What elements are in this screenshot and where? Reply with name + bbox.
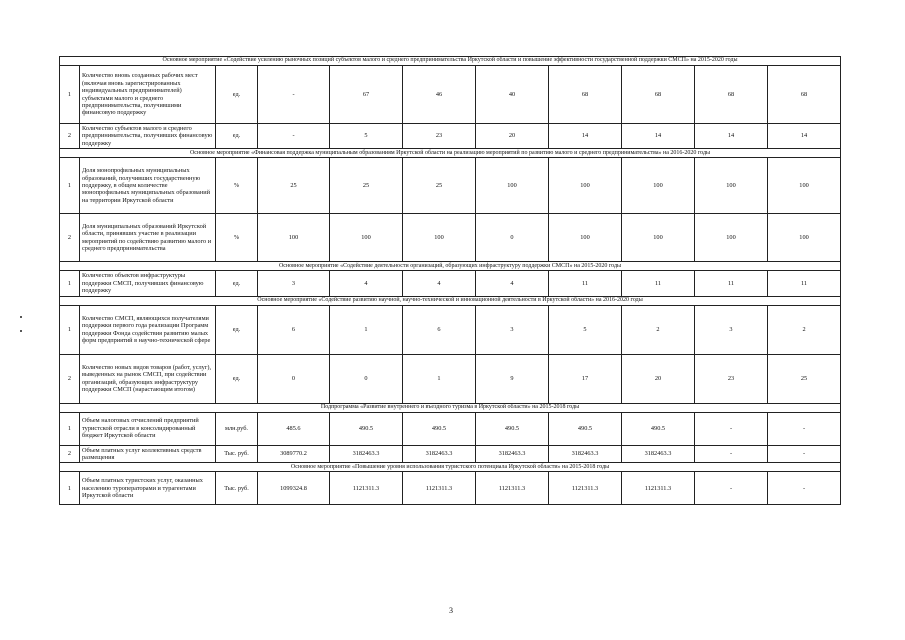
value-cell: 100 [622,158,695,214]
value-cell: 1099324.8 [258,472,330,505]
indicator-name: Количество СМСП, являющихся получателями поддержки первого года реализации Программ поддержки Фонда содействия развитию малых форм предприятий в научно-технической сфере [80,305,216,354]
table-row [60,412,841,445]
table-row [60,445,841,463]
row-number: 2 [60,124,80,149]
value-cell: 25 [330,158,403,214]
value-cell: 1121311.3 [403,472,476,505]
section-title: Подпрограмма «Развитие внутреннего и въездного туризма в Иркутской области» на 2015-2018 годы [60,403,841,412]
value-cell: - [768,472,841,505]
section-header-row [60,262,841,271]
value-cell: 0 [258,354,330,403]
value-cell: 100 [622,214,695,262]
value-cell: 100 [695,158,768,214]
table-row [60,354,841,403]
row-number: 1 [60,472,80,505]
unit-cell: Тыс. руб. [216,472,258,505]
value-cell: 14 [549,124,622,149]
indicator-name: Количество вновь созданных рабочих мест (включая вновь зарегистрированных индивидуальных предпринимателей) субъектами малого и среднего предпринимательства, получившими финансовую поддержку [80,66,216,124]
value-cell: 100 [330,214,403,262]
value-cell: 3 [476,305,549,354]
value-cell: 3182463.3 [403,445,476,463]
value-cell: 1 [330,305,403,354]
value-cell: 67 [330,66,403,124]
value-cell: 68 [695,66,768,124]
value-cell: 46 [403,66,476,124]
unit-cell: ед. [216,271,258,296]
table-row [60,66,841,124]
value-cell: - [258,124,330,149]
value-cell: 23 [695,354,768,403]
value-cell: 4 [330,271,403,296]
table-row [60,158,841,214]
value-cell: 100 [403,214,476,262]
value-cell: 14 [768,124,841,149]
unit-cell: % [216,158,258,214]
unit-cell: ед. [216,305,258,354]
value-cell: 0 [476,214,549,262]
row-number: 1 [60,412,80,445]
value-cell: 14 [622,124,695,149]
value-cell: 11 [622,271,695,296]
value-cell: 17 [549,354,622,403]
value-cell: 490.5 [403,412,476,445]
value-cell: 100 [768,158,841,214]
value-cell: 11 [695,271,768,296]
value-cell: 23 [403,124,476,149]
value-cell: 1121311.3 [549,472,622,505]
table-row [60,214,841,262]
value-cell: 4 [403,271,476,296]
value-cell: 20 [622,354,695,403]
section-header-row [60,57,841,66]
value-cell: 68 [768,66,841,124]
table-row [60,305,841,354]
value-cell: 0 [330,354,403,403]
section-header-row [60,296,841,305]
indicators-table [59,56,841,505]
value-cell: - [768,412,841,445]
table-row [60,124,841,149]
unit-cell: ед. [216,66,258,124]
value-cell: 485.6 [258,412,330,445]
value-cell: 6 [403,305,476,354]
section-header-row [60,403,841,412]
value-cell: 2 [622,305,695,354]
value-cell: 5 [330,124,403,149]
value-cell: 3182463.3 [549,445,622,463]
value-cell: 25 [258,158,330,214]
value-cell: 4 [476,271,549,296]
value-cell: - [258,66,330,124]
value-cell: 490.5 [476,412,549,445]
unit-cell: ед. [216,124,258,149]
row-number: 2 [60,445,80,463]
value-cell: 3089770.2 [258,445,330,463]
section-title: Основное мероприятие «Финансовая поддержка муниципальным образованиям Иркутской области на реализацию мероприятий по развитию малого и среднего предпринимательства» на 2016-2020 годы [60,149,841,158]
table-row [60,271,841,296]
indicator-name: Объем налоговых отчислений предприятий туристской отрасли в консолидированный бюджет Иркутской области [80,412,216,445]
unit-cell: ед. [216,354,258,403]
section-header-row [60,463,841,472]
unit-cell: Тыс. руб. [216,445,258,463]
indicator-name: Доля муниципальных образований Иркутской области, принявших участие в реализации мероприятий по содействию развитию малого и среднего предпринимательства [80,214,216,262]
value-cell: 68 [622,66,695,124]
value-cell: 14 [695,124,768,149]
section-title: Основное мероприятие «Повышение уровня использования туристского потенциала Иркутской области» на 2015-2018 годы [60,463,841,472]
section-header-row [60,149,841,158]
value-cell: 2 [768,305,841,354]
value-cell: 1121311.3 [476,472,549,505]
value-cell: 100 [549,214,622,262]
value-cell: 5 [549,305,622,354]
indicator-name: Количество новых видов товаров (работ, услуг), выведенных на рынок СМСП, при содействии организаций, образующих инфраструктуру поддержки СМСП (нарастающим итогом) [80,354,216,403]
row-number: 2 [60,214,80,262]
value-cell: 100 [695,214,768,262]
value-cell: 68 [549,66,622,124]
section-title: Основное мероприятие «Содействие деятельности организаций, образующих инфраструктуру поддержки СМСП» на 2015-2020 годы [60,262,841,271]
value-cell: 1 [403,354,476,403]
value-cell: 25 [403,158,476,214]
row-number: 1 [60,158,80,214]
section-title: Основное мероприятие «Содействие усилению рыночных позиций субъектов малого и среднего предпринимательства Иркутской области и повышение эффективности государственной поддержки СМСП» на 2015-2020 годы [60,57,841,66]
indicator-name: Доля монопрофильных муниципальных образований, получивших государственную поддержку, в общем количестве монопрофильных муниципальных образований на территории Иркутской области [80,158,216,214]
indicator-name: Объем платных туристских услуг, оказанных населению туроператорами и турагентами Иркутской области [80,472,216,505]
scan-speck [20,330,22,332]
value-cell: 40 [476,66,549,124]
value-cell: 100 [768,214,841,262]
value-cell: 11 [549,271,622,296]
row-number: 1 [60,271,80,296]
value-cell: 9 [476,354,549,403]
value-cell: 11 [768,271,841,296]
value-cell: 3182463.3 [330,445,403,463]
page-number: 3 [449,606,453,615]
value-cell: 1121311.3 [622,472,695,505]
value-cell: 490.5 [622,412,695,445]
value-cell: 490.5 [549,412,622,445]
table-row [60,472,841,505]
value-cell: 20 [476,124,549,149]
value-cell: - [768,445,841,463]
unit-cell: % [216,214,258,262]
value-cell: 3182463.3 [622,445,695,463]
unit-cell: млн.руб. [216,412,258,445]
value-cell: - [695,445,768,463]
scan-speck [20,316,22,318]
value-cell: 25 [768,354,841,403]
value-cell: 6 [258,305,330,354]
value-cell: 100 [476,158,549,214]
value-cell: - [695,472,768,505]
value-cell: 1121311.3 [330,472,403,505]
indicator-name: Объем платных услуг коллективных средств размещения [80,445,216,463]
section-title: Основное мероприятие «Содействие развитию научной, научно-технической и инновационной деятельности в Иркутской области» на 2016-2020 годы [60,296,841,305]
row-number: 2 [60,354,80,403]
value-cell: - [695,412,768,445]
row-number: 1 [60,66,80,124]
value-cell: 3 [695,305,768,354]
value-cell: 490.5 [330,412,403,445]
value-cell: 3182463.3 [476,445,549,463]
indicator-name: Количество объектов инфраструктуры поддержки СМСП, получивших финансовую поддержку [80,271,216,296]
indicator-name: Количество субъектов малого и среднего предпринимательства, получивших финансовую поддержку [80,124,216,149]
value-cell: 100 [258,214,330,262]
value-cell: 100 [549,158,622,214]
row-number: 1 [60,305,80,354]
value-cell: 3 [258,271,330,296]
